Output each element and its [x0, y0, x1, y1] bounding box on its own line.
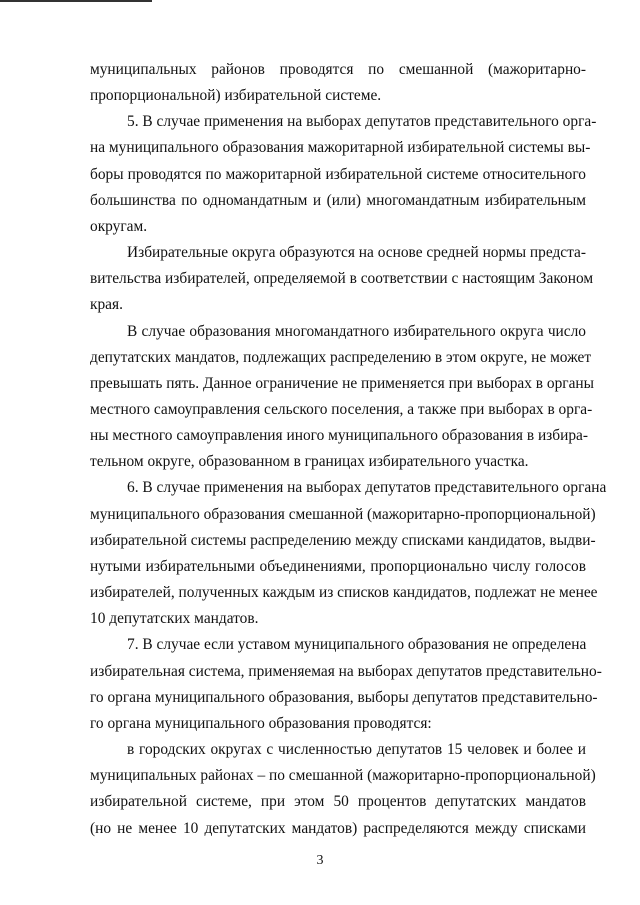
text-line: пропорциональной) избирательной системе. [90, 87, 382, 104]
text-line: (но не менее 10 депутатских мандатов) распределяются между списками [90, 820, 586, 837]
text-line: В случае образования многомандатного избирательного округа число [127, 323, 586, 340]
text-line: нутыми избирательными объединениями, пропорционально числу голосов [90, 558, 586, 575]
text-line: округам. [90, 218, 148, 235]
text-line: 7. В случае если уставом муниципального образования не определена [127, 636, 587, 653]
page-number: 3 [316, 853, 324, 868]
scan-edge-mark [0, 0, 152, 2]
text-line: большинства по одномандатным и (или) многомандатным избирательным [90, 192, 586, 209]
text-line: ны местного самоуправления иного муниципального образования в избира- [90, 427, 588, 444]
text-line: местного самоуправления сельского поселения, а также при выборах в орга- [90, 401, 593, 418]
text-line: муниципального образования смешанной (мажоритарно-пропорциональной) [90, 506, 596, 523]
text-line: превышать пять. Данное ограничение не применяется при выборах в органы [90, 375, 595, 392]
text-line: края. [90, 296, 123, 313]
text-line: го органа муниципального образования, выборы депутатов представительно- [90, 689, 598, 706]
text-line: в городских округах с численностью депутатов 15 человек и более и [127, 741, 586, 758]
text-line: на муниципального образования мажоритарной избирательной системы вы- [90, 139, 591, 156]
text-line: го органа муниципального образования проводятся: [90, 715, 432, 732]
text-line: Избирательные округа образуются на основе средней нормы предста- [127, 244, 586, 261]
text-line: вительства избирателей, определяемой в соответствии с настоящим Законом [90, 270, 594, 287]
text-line: 6. В случае применения на выборах депутатов представительного органа [127, 479, 607, 496]
text-line: 5. В случае применения на выборах депутатов представительного орга- [127, 113, 597, 130]
text-line: тельном округе, образованном в границах избирательного участка. [90, 453, 529, 470]
text-line: боры проводятся по мажоритарной избирательной системе относительного [90, 166, 586, 183]
text-line: 10 депутатских мандатов. [90, 610, 259, 627]
text-line: избирательной системы распределению между списками кандидатов, выдви- [90, 532, 596, 549]
text-line: депутатских мандатов, подлежащих распределению в этом округе, не может [90, 349, 592, 366]
text-line: муниципальных районах – по смешанной (мажоритарно-пропорциональной) [90, 767, 596, 784]
text-line: избирательная система, применяемая на выборах депутатов представительно- [90, 663, 602, 680]
text-line: избирательной системе, при этом 50 процентов депутатских мандатов [90, 793, 586, 810]
text-line: избирателей, полученных каждым из списков кандидатов, подлежат не менее [90, 584, 598, 601]
text-line: муниципальных районов проводятся по смешанной (мажоритарно- [90, 61, 586, 78]
